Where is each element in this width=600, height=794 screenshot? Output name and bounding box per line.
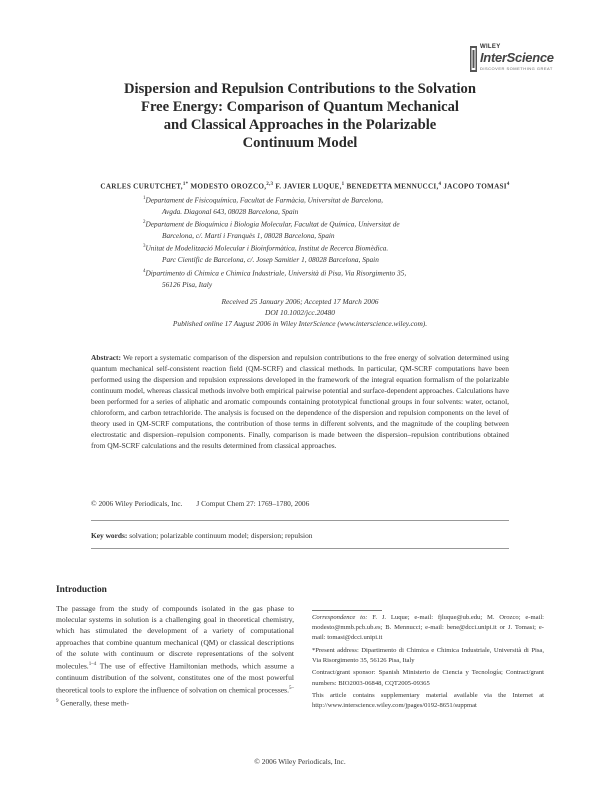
author-name: CARLES CURUTCHET,	[100, 182, 183, 191]
intro-text: The passage from the study of compounds isolated in the gas phase to molecular systems in solution is a challenging goal in theoretical chemistry, which has stimulated the development of a variety of computational approaches that combine quantum mechanical (QM) or classical descriptions of the solute with continuum or discrete representations of the solvent molecules.	[56, 604, 294, 671]
copyright: © 2006 Wiley Periodicals, Inc.	[91, 499, 183, 508]
title-line: Continuum Model	[242, 135, 358, 151]
title-line: Free Energy: Comparison of Quantum Mechanical	[141, 99, 459, 115]
logo-tagline: DISCOVER SOMETHING GREAT	[480, 66, 553, 71]
logo-publisher: WILEY	[480, 44, 501, 50]
intro-paragraph	[56, 603, 294, 708]
title-line: Dispersion and Repulsion Contributions to the Solvation	[124, 81, 476, 97]
author-name: BENEDETTA MENNUCCI,	[346, 182, 439, 191]
author-sup: 4	[438, 182, 442, 187]
affiliation-sup: 4	[143, 268, 146, 274]
page-footer: © 2006 Wiley Periodicals, Inc.	[254, 757, 346, 766]
affiliation-line: Avgda. Diagonal 643, 08028 Barcelona, Spain	[162, 206, 299, 216]
copyright-citation	[91, 499, 309, 508]
author-sup: 1	[341, 182, 345, 187]
journal-citation: J Comput Chem 27: 1769–1780, 2006	[196, 499, 310, 508]
keywords-label: Key words:	[91, 531, 128, 540]
citation-ref: 1–4	[88, 662, 97, 668]
abstract-text: We report a systematic comparison of the dispersion and repulsion contributions to the free energy of solvation determined using quantum mechanical self-consistent reaction field (QM-SCRF) and classical methods. In particular, QM-SCRF computations have been performed using the dispersion and repulsion expressions developed in the framework of the integral equation formalism of the polarizable continuum model, whereas classical methods involve both empirical pairwise potential and surface-dependent approaches. Calculations have been performed for a series of aliphatic and aromatic compounds containing prototypical functional groups in four solvents: water, octanol, chloroform, and carbon tetrachloride. The analysis is focused on the dependence of the dispersion and repulsion components on the level of theory used in QM-SCRF computations, the contribution of those terms in different solvents, and the magnitude of the coupling between electrostatic and dispersion–repulsion components. Finally, comparison is made between the dispersion–repulsion contributions obtained from QM-SCRF calculations and the results determined from classical approaches.	[91, 353, 509, 450]
author-name: JACOPO TOMASI	[443, 182, 507, 191]
wiley-interscience-logo	[470, 44, 566, 76]
affiliations	[136, 193, 466, 290]
affiliation-sup: 3	[143, 244, 146, 250]
grant-sponsor-note: Contract/grant sponsor: Spanish Ministerio de Ciencia y Tecnología; Contract/grant numbers: BIO2003-06848, CQT2005-09365	[312, 669, 544, 687]
intro-text: The use of effective Hamiltonian methods, which assume a continuum distribution of the solvent, constitutes one of the most powerful theoretical tools to explore the influence of solvation on chemical processes.	[56, 661, 294, 695]
affiliation	[136, 266, 466, 290]
correspondence-label: Correspondence to:	[312, 614, 368, 621]
divider	[91, 520, 509, 521]
affiliation-line: Dipartimento di Chimica e Chimica Industriale, Università di Pisa, Via Risorgimento 35,	[145, 268, 407, 278]
logo-name: InterScience	[480, 50, 554, 65]
supplementary-note: This article contains supplementary material available via the Internet at http://www.interscience.wiley.com/jpages/0192-8651/suppmat	[312, 692, 544, 710]
author-sup: 2,3	[266, 182, 274, 187]
affiliation-line: Unitat de Modelització Molecular i Bioinformàtica, Institut de Recerca Biomèdica.	[145, 243, 389, 253]
correspondence-text: F. J. Luque; e-mail: fjluque@ub.edu; M. Orozco; e-mail: modesto@mmb.pcb.ub.es; B. Mennucci; e-mail: bene@dcci.unipi.it or J. Tomasi; e-mail: tomasi@dcci.unipi.it	[312, 614, 544, 642]
author-sup: 1*	[182, 182, 189, 187]
divider	[91, 548, 509, 549]
author-sup: 4	[506, 182, 510, 187]
affiliation-line: Parc Científic de Barcelona, c/. Josep Samitier 1, 08028 Barcelona, Spain	[162, 255, 379, 265]
affiliation-line: Departament de Fisicoquímica, Facultat de Farmàcia, Universitat de Barcelona,	[145, 195, 383, 205]
affiliation	[136, 217, 466, 241]
affiliation-line: Barcelona, c/. Martí i Franquès 1, 08028 Barcelona, Spain	[162, 231, 335, 241]
affiliation	[136, 241, 466, 265]
keywords	[91, 531, 313, 540]
intro-text: Generally, these meth-	[58, 698, 129, 708]
footnotes	[312, 613, 544, 714]
abstract	[91, 352, 509, 451]
wiley-logo-mark-icon	[470, 46, 477, 72]
citation-ref: 5–9	[56, 685, 294, 704]
received-date: Received 25 January 2006; Accepted 17 March 2006	[221, 297, 379, 306]
article-title	[60, 80, 540, 152]
footnote-divider	[312, 610, 382, 611]
author-list	[70, 182, 540, 190]
author-name: F. JAVIER LUQUE,	[275, 182, 342, 191]
correspondence-note	[312, 613, 544, 643]
section-heading: Introduction	[56, 585, 107, 595]
present-address-note: *Present address: Dipartimento di Chimica e Chimica Industriale, Università di Pisa, Via Risorgimento 35, 56126 Pisa, Italy	[312, 646, 544, 664]
affiliation-sup: 2	[143, 220, 146, 226]
affiliation-sup: 1	[143, 196, 146, 201]
affiliation	[136, 193, 466, 217]
title-line: and Classical Approaches in the Polarizable	[163, 117, 437, 133]
published-online: Published online 17 August 2006 in Wiley InterScience (www.interscience.wiley.com).	[172, 319, 428, 329]
abstract-label: Abstract:	[91, 353, 121, 362]
doi: DOI 10.1002/jcc.20480	[265, 308, 335, 318]
publication-dates	[100, 296, 500, 330]
affiliation-line: Departament de Bioquímica i Biologia Molecular, Facultat de Química, Universitat de	[145, 219, 400, 229]
keywords-text: solvation; polarizable continuum model; dispersion; repulsion	[129, 531, 313, 540]
affiliation-line: 56126 Pisa, Italy	[162, 279, 213, 289]
author-name: MODESTO OROZCO,	[190, 182, 267, 191]
